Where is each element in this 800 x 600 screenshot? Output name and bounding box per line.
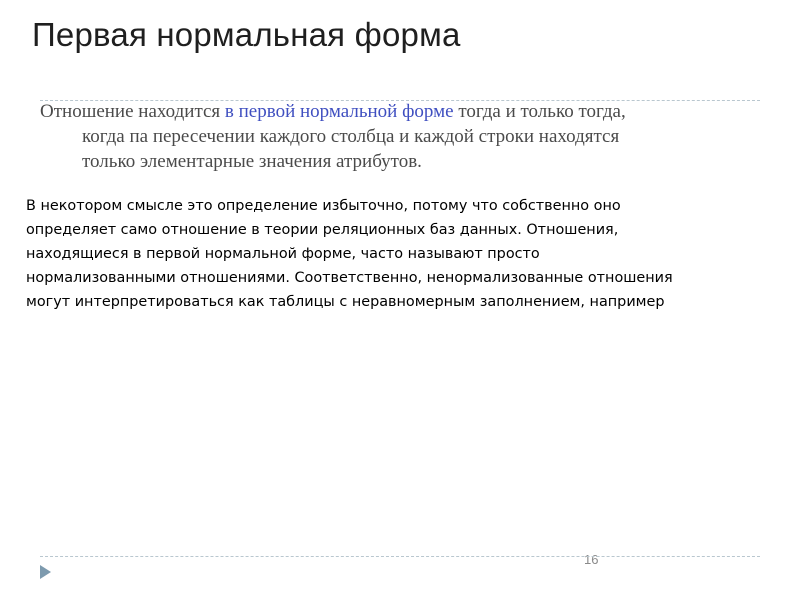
explanation-line: нормализованными отношениями. Соответственно, ненормализованные отношения — [26, 270, 673, 286]
explanation-line: находящиеся в первой нормальной форме, часто называют просто — [26, 246, 540, 262]
play-arrow-icon[interactable] — [40, 565, 51, 579]
explanation-line: могут интерпретироваться как таблицы с неравномерным заполнением, например — [26, 294, 665, 310]
definition-text-end: тогда и только тогда, — [453, 101, 626, 122]
slide-title: Первая нормальная форма — [32, 16, 461, 53]
definition-line-1 — [40, 99, 760, 124]
definition-line-3: только элементарные значения атрибутов. — [82, 151, 422, 172]
definition-highlight: в первой нормальной форме — [224, 101, 454, 122]
explanation-line: определяет само отношение в теории реляционных баз данных. Отношения, — [26, 222, 619, 238]
definition-paragraph — [40, 99, 760, 174]
page-number: 16 — [584, 552, 599, 567]
explanation-paragraph — [26, 194, 766, 314]
definition-line-2: когда па пересечении каждого столбца и каждой строки находятся — [82, 126, 620, 147]
definition-text-start: Отношение находится — [40, 101, 225, 122]
explanation-line: В некотором смысле это определение избыточно, потому что собственно оно — [26, 198, 621, 214]
bottom-divider — [40, 556, 760, 557]
